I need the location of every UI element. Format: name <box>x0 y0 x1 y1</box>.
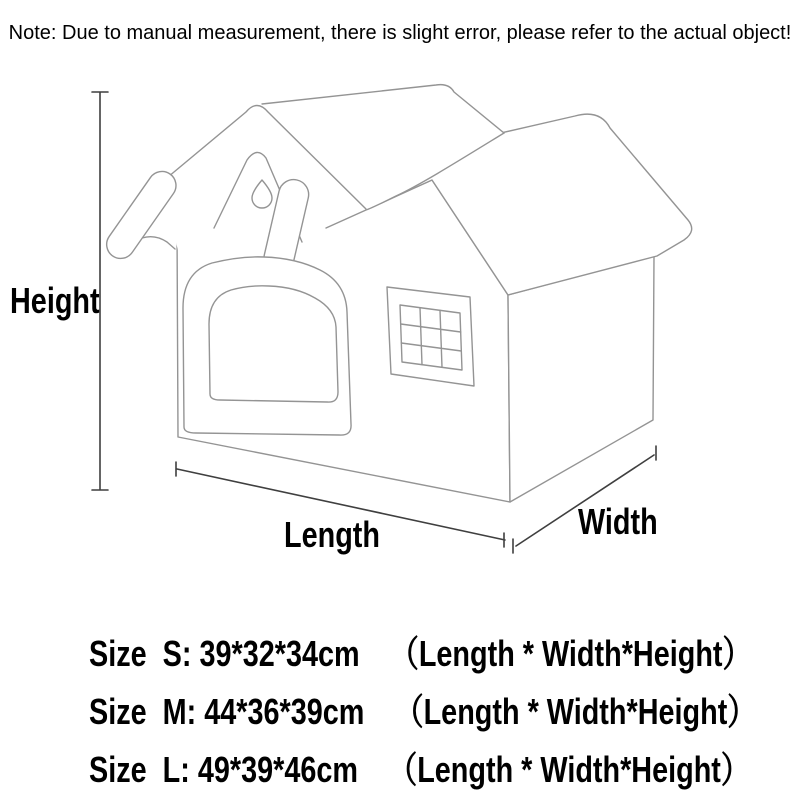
size-row-l <box>57 705 750 800</box>
height-label: Height <box>10 280 100 321</box>
size-m-label: Size M: <box>89 691 197 733</box>
size-m-value: 44*36*39cm <box>204 691 365 733</box>
size-s-legend: （Length * Width*Height） <box>390 633 752 675</box>
size-s-label: Size S: <box>89 633 192 675</box>
size-l-value: 49*39*46cm <box>197 749 358 791</box>
window-inner-frame <box>400 305 462 370</box>
length-label: Length <box>284 514 380 555</box>
size-s-value: 39*32*34cm <box>199 633 360 675</box>
size-m-legend: （Length * Width*Height） <box>394 691 757 733</box>
entrance-arch-opening <box>209 286 338 402</box>
size-l-legend: （Length * Width*Height） <box>388 749 750 791</box>
measurement-note: Note: Due to manual measurement, there is slight error, please refer to the actual object! <box>8 22 792 44</box>
right-side-wall <box>508 256 654 502</box>
size-l-label: Size L: <box>89 749 190 791</box>
width-label: Width <box>578 501 658 542</box>
